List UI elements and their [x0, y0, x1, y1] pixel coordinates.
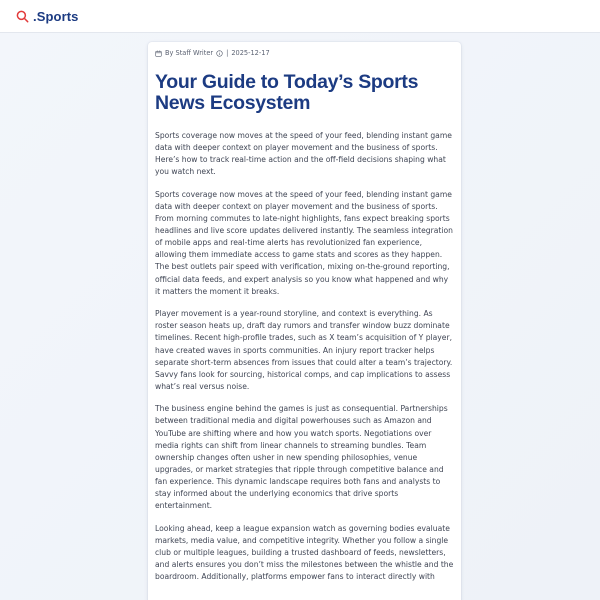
meta-separator: |	[226, 49, 229, 57]
article-title: Your Guide to Today’s Sports News Ecosystem	[155, 71, 419, 114]
site-name: .Sports	[33, 8, 79, 24]
site-logo[interactable]	[16, 9, 78, 24]
article-paragraph: Player movement is a year-round storyline, and context is everything. As roster season heats up, draft day rumors and transfer window buzz dominate timelines. Recent high-profile trades, such as X team’s acquisition of Y player, have created waves in sports communities. An injury report tracker helps separate short-term absences from issues that could alter a team’s trajectory. Savvy fans look for sourcing, historical comps, and cap implications to assess what’s real versus noise.	[155, 309, 453, 391]
article-paragraph: Sports coverage now moves at the speed of your feed, blending instant game data with deeper context on player movement and the business of sports. From morning commutes to late-night highlights, fans expect breaking sports headlines and live score updates delivered instantly. The seamless integration of mobile apps and real-time alerts has revolutionized fan experience, allowing them immediate access to game stats and scores as they happen. The best outlets pair speed with verification, mixing on-the-ground reporting, official data feeds, and expert analysis so you know what happened and why it matters the moment it breaks.	[155, 189, 453, 296]
article-body	[155, 130, 455, 594]
article-byline[interactable]: By Staff Writer	[165, 49, 214, 57]
article-date: 2025-12-17	[231, 49, 270, 57]
site-header	[0, 0, 600, 33]
article-paragraph: Looking ahead, keep a league expansion watch as governing bodies evaluate markets, media value, and competitive integrity. Whether you follow a single club or multiple leagues, building a trusted dashboard of feeds, newsletters, and alerts ensures you don’t miss the milestones between the whistle and the boardroom. Additionally, platforms empower fans to interact directly with	[155, 523, 454, 582]
search-icon	[16, 10, 29, 23]
calendar-icon	[155, 50, 162, 57]
article-meta	[155, 49, 270, 57]
article-card	[148, 42, 461, 600]
info-icon	[216, 50, 223, 57]
article-paragraph: Sports coverage now moves at the speed of your feed, blending instant game data with deeper context on player movement and the business of sports. Here’s how to track real-time action and the off-field decisions shaping what you watch next.	[155, 131, 452, 177]
article-paragraph: The business engine behind the games is just as consequential. Partnerships between traditional media and digital powerhouses such as Amazon and YouTube are shifting where and how you watch sports. Negotiations over media rights can shift from linear channels to streaming bundles. Team ownership changes often usher in new spending philosophies, venue upgrades, or market strategies that ripple through competitive balance and fan experience. This dynamic landscape requires both fans and analysts to stay informed about the underlying economics that drive sports entertainment.	[155, 404, 448, 511]
